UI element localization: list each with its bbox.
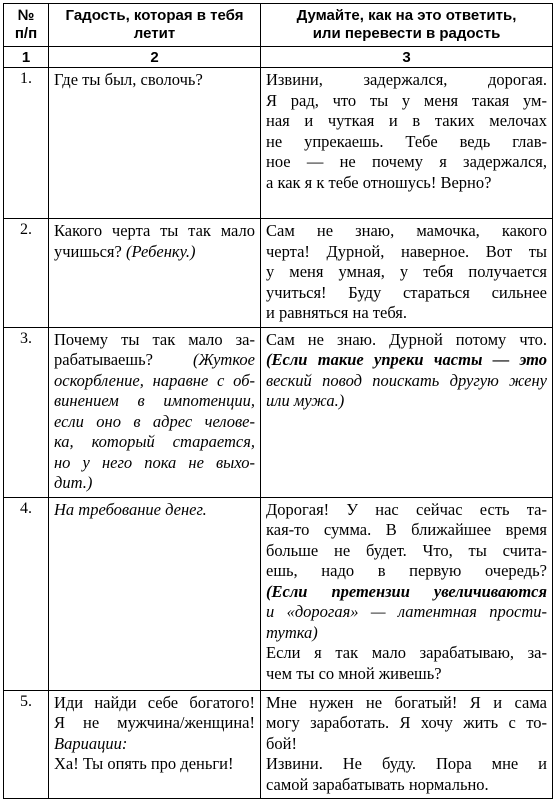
insult-cell	[49, 219, 261, 328]
response-cell-line: Сам не знаю, мамочка, какого	[266, 221, 547, 240]
response-cell-line: Если я так мало зарабатываю, за-	[266, 643, 547, 662]
response-cell-line: бой!	[266, 733, 297, 753]
insult-cell-line: Я не мужчина/женщина!	[54, 713, 255, 732]
response-cell-line: Сам не знаю. Дурной потому что.	[266, 329, 547, 349]
row-number: 1.	[4, 68, 49, 219]
response-cell	[261, 68, 553, 219]
response-cell-line: ное — не почему я задержался,	[266, 152, 547, 171]
header-number-line-2: п/п	[14, 25, 38, 42]
insult-cell-line: ка, который старается,	[54, 432, 255, 451]
response-cell-line: кая-то сумма. В ближайшее время	[266, 520, 547, 539]
table-row	[4, 68, 553, 219]
row-number: 2.	[4, 219, 49, 328]
column-number-3: 3	[261, 47, 553, 68]
insult-cell-line: оскорбление, наравне с об-	[54, 370, 255, 390]
response-cell-line: ная и чуткая и в таких мелочах	[266, 111, 547, 130]
table-row	[4, 219, 553, 328]
header-insult-line-2: летит	[133, 25, 176, 42]
advice-table	[3, 3, 553, 799]
response-cell-line: ешь, надо в первую очередь?	[266, 561, 547, 580]
response-cell	[261, 690, 553, 799]
header-response	[261, 4, 553, 47]
response-cell-line: тутка)	[266, 622, 318, 642]
response-cell-line: Извини. Не буду. Пора мне и	[266, 754, 547, 773]
table-row	[4, 690, 553, 799]
response-cell	[261, 219, 553, 328]
row-number: 5.	[4, 690, 49, 799]
table-row	[4, 327, 553, 497]
response-cell-line: и равняться на тебя.	[266, 303, 408, 322]
response-cell-line: Дорогая! У нас сейчас есть та-	[266, 499, 547, 519]
insult-cell-line: Вариации:	[54, 733, 128, 753]
table-row	[4, 497, 553, 690]
response-cell-line: (Если претензии увеличиваются	[266, 581, 547, 601]
response-cell-line: и «дорогая» — латентная прости-	[266, 602, 547, 621]
insult-cell-line: учишься? (Ребенку.)	[54, 241, 196, 261]
header-response-line-2: или перевести в радость	[312, 25, 501, 42]
row-number: 4.	[4, 497, 49, 690]
insult-cell	[49, 690, 261, 799]
response-cell-line: учиться! Буду стараться сильнее	[266, 282, 547, 302]
response-cell-line: (Если такие упреки часты — это	[266, 350, 547, 369]
insult-cell-line: рабатываешь? (Жуткое	[54, 350, 255, 369]
insult-cell-line: но у него пока не выхо-	[54, 452, 255, 472]
response-cell	[261, 497, 553, 690]
response-cell-line: больше не будет. Что, ты счита-	[266, 540, 547, 560]
column-number-row	[4, 47, 553, 68]
row-number: 3.	[4, 327, 49, 497]
response-cell-line: а как я к тебе отношусь! Верно?	[266, 172, 492, 192]
response-cell-line: Я рад, что ты у меня такая ум-	[266, 90, 547, 110]
response-cell-line: черта! Дурной, наверное. Вот ты	[266, 241, 547, 261]
response-cell-line: чем ты со мной живешь?	[266, 663, 442, 683]
column-number-2: 2	[49, 47, 261, 68]
column-number-1: 1	[4, 47, 49, 68]
response-cell-line: самой зарабатывать нормально.	[266, 774, 489, 794]
insult-cell	[49, 68, 261, 219]
response-cell-line: веский повод поискать другую жену	[266, 370, 547, 390]
insult-cell-line: Иди найди себе богатого!	[54, 692, 255, 712]
insult-cell-line: дит.)	[54, 473, 93, 492]
response-cell-line: у меня умная, у тебя получается	[266, 262, 547, 281]
header-insult	[49, 4, 261, 47]
response-cell	[261, 327, 553, 497]
insult-cell-line: Почему ты так мало за-	[54, 329, 255, 349]
response-cell-line: или мужа.)	[266, 391, 345, 410]
response-cell-line: не упрекаешь. Тебе ведь глав-	[266, 131, 547, 151]
response-cell-line: могу заработать. Я хочу жить с то-	[266, 713, 547, 732]
insult-cell-line: Какого черта ты так мало	[54, 221, 255, 240]
header-number	[4, 4, 49, 47]
header-response-line-1: Думайте, как на это ответить,	[296, 7, 517, 24]
header-number-line-1: №	[17, 7, 35, 24]
insult-cell-line: Ха! Ты опять про деньги!	[54, 754, 234, 773]
header-insult-line-1: Гадость, которая в тебя	[65, 7, 244, 24]
insult-cell-line: На требование денег.	[54, 499, 207, 519]
response-cell-line: Мне нужен не богатый! Я и сама	[266, 692, 547, 712]
response-cell-line: Извини, задержался, дорогая.	[266, 70, 547, 89]
insult-cell-line: Где ты был, сволочь?	[54, 70, 203, 89]
insult-cell	[49, 327, 261, 497]
insult-cell-line: если оно в адрес челове-	[54, 411, 255, 431]
header-row	[4, 4, 553, 47]
insult-cell	[49, 497, 261, 690]
insult-cell-line: винением в импотенции,	[54, 391, 255, 410]
